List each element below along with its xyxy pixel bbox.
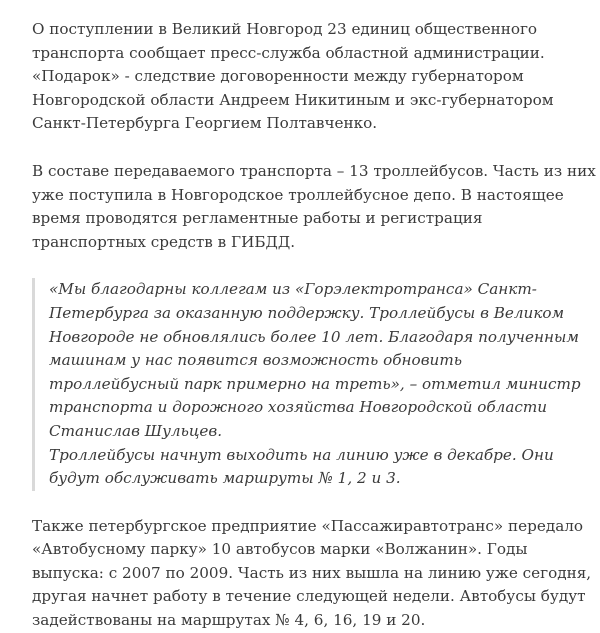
quote-text: «Мы благодарны коллегам из «Горэлектротранса» Санкт-Петербурга за оказанную поддержку. Троллейбусы в Великом Новгороде не обновлялись более 10 лет. Благодаря полученным машинам у нас появится возможность обновить троллейбусный парк примерно на треть», – отметил министр транспорта и дорожного хозяйства Новгородской области Станислав Шульцев. (49, 280, 581, 440)
article-body (32, 18, 600, 633)
article-quote (32, 278, 585, 490)
article-paragraph-2: В составе передаваемого транспорта – 13 троллейбусов. Часть из них уже поступила в Новгородское троллейбусное депо. В настоящее время проводятся регламентные работы и регистрация транспортных средств в ГИБДД. (32, 161, 596, 251)
quote-continuation: Троллейбусы начнут выходить на линию уже в декабре. Они будут обслуживать маршруты № 1, 2 и 3. (49, 445, 554, 488)
article-paragraph-1: О поступлении в Великий Новгород 23 единиц общественного транспорта сообщает пресс-служба областной администрации. «Подарок» - следствие договоренности между губернатором Новгородской области Андреем Никитиным и экс-губернатором Санкт-Петербурга Георгием Полтавченко. (32, 20, 554, 133)
article-paragraph-3: Также петербургское предприятие «Пассажиравтотранс» передало «Автобусному парку» 10 автобусов марки «Волжанин». Годы выпуска: с 2007 по 2009. Часть из них вышла на линию уже сегодня, другая начнет работу в течение следующей недели. Автобусы будут задействованы на маршрутах № 4, 6, 16, 19 и 20. (32, 516, 592, 630)
